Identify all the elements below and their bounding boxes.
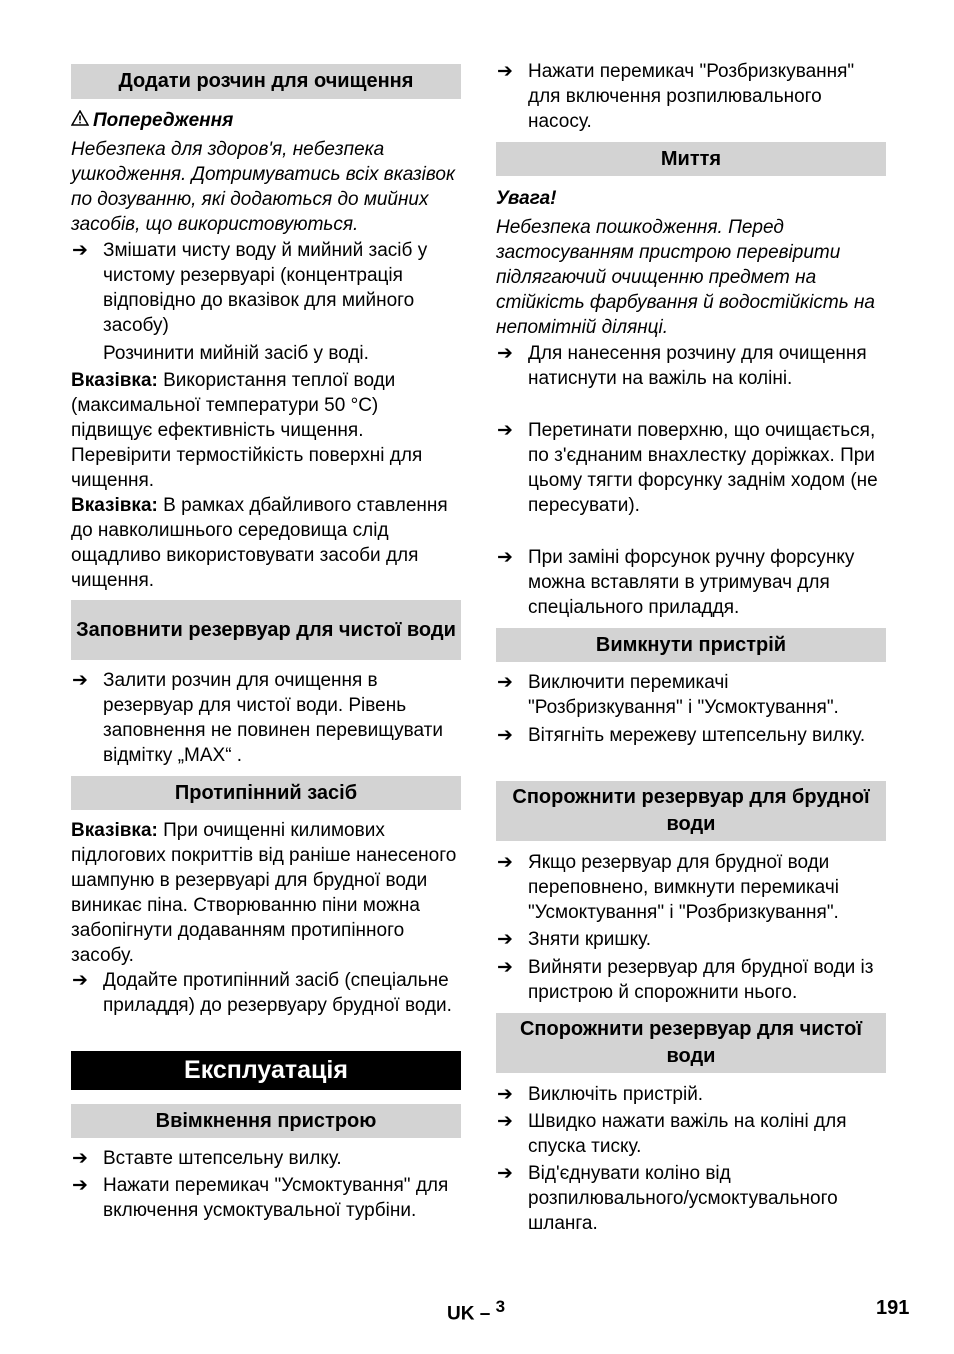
arrow-right-icon: ➔ <box>72 1175 88 1196</box>
page-number: 191 <box>876 1297 910 1319</box>
footer-section-label: UK – $^3$ <box>447 1297 506 1325</box>
arrow-right-icon: ➔ <box>72 240 88 261</box>
section-header-empty-dirty <box>496 781 886 841</box>
list-item: ➔ Вийняти резервуар для брудної води із пристрою й спорожнити нього. <box>497 957 874 1003</box>
attention-text: Небезпека пошкодження. Перед застосуванням пристрою перевірити підлягаючий очищенню предмет на стійкість фарбування й водостійкість на непомітній ділянці. <box>496 217 875 338</box>
list-item: ➔ Вставте штепсельну вилку. <box>72 1148 342 1169</box>
arrow-right-icon: ➔ <box>72 1148 88 1169</box>
arrow-right-icon: ➔ <box>497 929 513 950</box>
section-title: Протипінний засіб <box>174 781 358 804</box>
section-header-switch-off <box>496 628 886 662</box>
arrow-right-icon: ➔ <box>497 420 513 441</box>
dissolve-text: Розчинити мийній засіб у воді. <box>103 343 369 364</box>
section-header-fill-tank <box>71 600 461 660</box>
list-item: ➔ Для нанесення розчину для очищення натиснути на важіль на коліні. <box>497 343 867 389</box>
section-header-washing <box>496 142 886 176</box>
section-header-switch-on <box>71 1104 461 1138</box>
arrow-right-icon: ➔ <box>497 672 513 693</box>
section-header-antifoam <box>71 776 461 810</box>
section-title: Заповнити резервуар для чистої води <box>76 618 456 641</box>
list-item: ➔ Залити розчин для очищення в резервуар для чистої води. Рівень заповнення не повинен перевищувати відмітку „MAX“ . <box>72 670 443 766</box>
warning-text: Небезпека для здоров'я, небезпека ушкодження. Дотримуватись всіх вказівок по дозуванню, які додаються до мийних засобів, що використовуються. <box>71 139 455 235</box>
section-title: Миття <box>660 147 722 170</box>
warning-title: Попередження <box>93 110 234 131</box>
list-item: ➔ Нажати перемикач "Розбризкування" для включення розпилювального насосу. <box>497 61 855 132</box>
list-item: ➔ При заміні форсунок ручну форсунку можна вставляти в утримувач для спеціального приладдя. <box>497 547 855 618</box>
section-title: Ввімкнення пристрою <box>155 1109 377 1132</box>
note-1: Вказівка: Використання теплої води (максимальної температури 50 °C) підвищує ефективність чищення. Перевірити термостійкість поверхні для чищення. <box>71 370 423 491</box>
list-item: ➔ Виключіть пристрій. <box>497 1084 704 1105</box>
list-item: ➔ Якщо резервуар для брудної води переповнено, вимкнути перемикачі "Усмоктування" і "Розбризкування". <box>497 852 839 923</box>
list-item: ➔ Змішати чисту воду й мийний засіб у чистому резервуарі (концентрація відповідно до вказівок для мийного засобу) <box>72 240 428 336</box>
warning-triangle-icon <box>71 108 93 133</box>
list-item: ➔ Виключити перемикачі "Розбризкування" і "Усмоктування". <box>497 672 839 718</box>
list-item: ➔ Додайте протипінний засіб (спеціальне приладдя) до резервуару брудної води. <box>72 970 452 1016</box>
list-item: ➔ Швидко нажати важіль на коліні для спуска тиску. <box>497 1111 847 1157</box>
section-title: Додати розчин для очищення <box>118 70 414 92</box>
arrow-right-icon: ➔ <box>497 61 513 82</box>
note-3: Вказівка: При очищенні килимових підлогових покриттів від раніше нанесеного шампуню в резервуарі для брудної води виникає піна. Створюванню піни можна забопігнути додаванням протипінного засобу. <box>71 820 457 966</box>
arrow-right-icon: ➔ <box>497 1163 513 1184</box>
attention-block <box>496 186 886 340</box>
list-item: ➔ Зняти кришку. <box>497 929 651 950</box>
list-item: ➔ Вітягніть мережеву штепсельну вилку. <box>497 725 866 746</box>
arrow-right-icon: ➔ <box>497 852 513 873</box>
attention-title: Увага! <box>496 188 557 209</box>
chapter-header-operation <box>71 1051 461 1090</box>
section-header-add-solution <box>71 64 461 99</box>
warning-block <box>71 108 461 237</box>
note-2: Вказівка: В рамках дбайливого ставлення до навколишнього середовища слід ощадливо використовувати засоби для чищення. <box>71 495 448 591</box>
arrow-right-icon: ➔ <box>72 670 88 691</box>
arrow-right-icon: ➔ <box>497 547 513 568</box>
arrow-right-icon: ➔ <box>497 957 513 978</box>
list-item: ➔ Від'єднувати коліно від розпилювального/усмоктувального шланга. <box>497 1163 838 1234</box>
section-title: Спорожнити резервуар для брудної води <box>512 786 870 835</box>
arrow-right-icon: ➔ <box>497 725 513 746</box>
arrow-right-icon: ➔ <box>497 343 513 364</box>
section-title: Вимкнути пристрій <box>595 633 787 656</box>
section-header-empty-clean <box>496 1013 886 1073</box>
arrow-right-icon: ➔ <box>497 1111 513 1132</box>
arrow-right-icon: ➔ <box>72 970 88 991</box>
arrow-right-icon: ➔ <box>497 1084 513 1105</box>
list-item: ➔ Нажати перемикач "Усмоктування" для включення усмоктувальної турбіни. <box>72 1175 449 1221</box>
section-title: Спорожнити резервуар для чистої води <box>519 1018 863 1067</box>
list-item: ➔ Перетинати поверхню, що очищається, по з'єднаним внахлестку доріжках. При цьому тягти форсунку заднім ходом (не пересувати). <box>497 420 878 516</box>
chapter-title: Експлуатація <box>184 1056 348 1084</box>
